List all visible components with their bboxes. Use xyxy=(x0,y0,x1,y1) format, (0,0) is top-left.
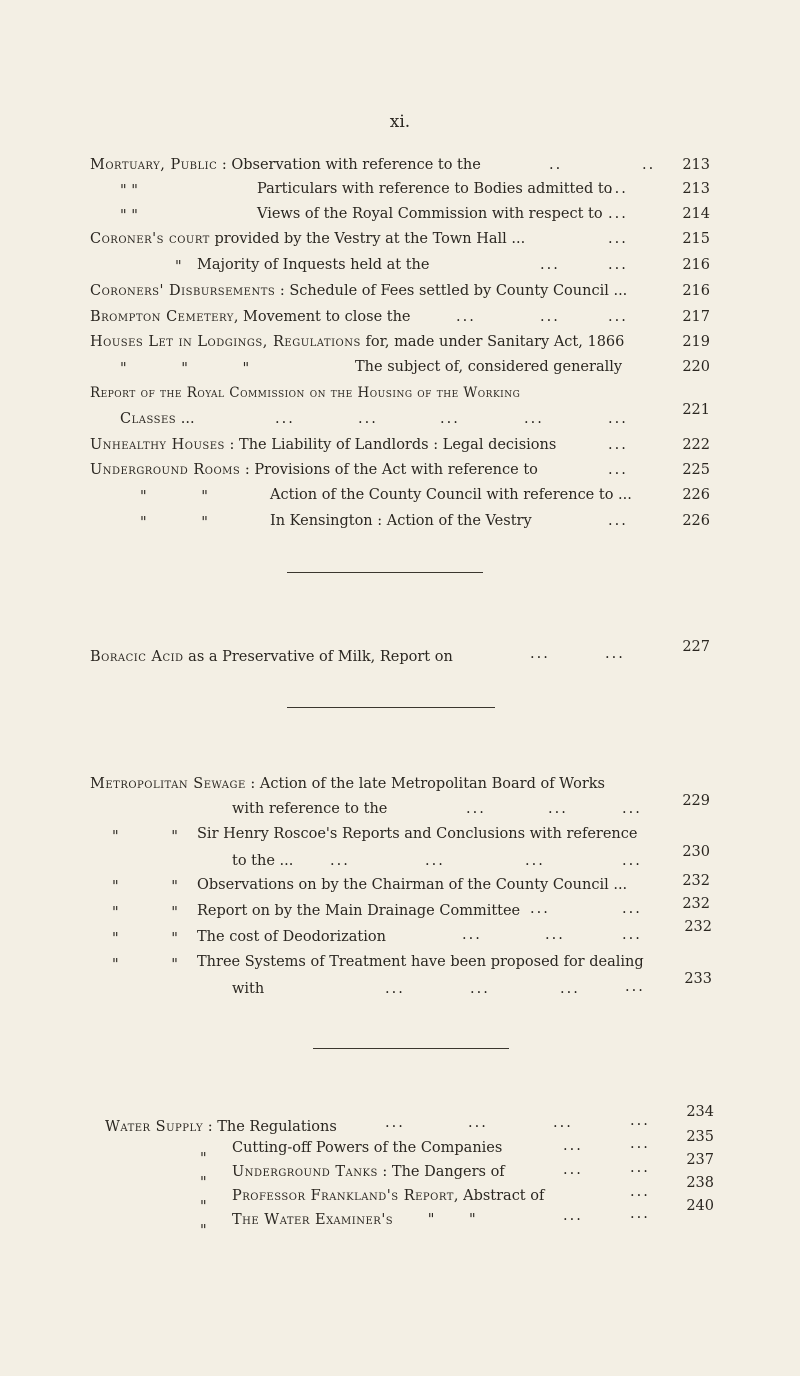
leader-dots: ... xyxy=(563,1138,583,1154)
leader-dots: ... xyxy=(608,309,628,325)
index-entry: Metropolitan Sewage : Action of the late Metropolitan Board of Works xyxy=(90,776,605,792)
ditto-mark: " xyxy=(200,1223,207,1239)
leader-dots: ... xyxy=(525,853,545,869)
leader-dots: ... xyxy=(630,1206,650,1222)
page-ref: 225 xyxy=(682,462,710,478)
page-ref: 234 xyxy=(686,1104,714,1120)
ditto-mark: " " xyxy=(112,829,178,845)
index-entry: Majority of Inquests held at the xyxy=(197,257,430,273)
leader-dots: ... xyxy=(622,801,642,817)
index-entry: Unhealthy Houses : The Liability of Landlords : Legal decisions xyxy=(90,437,557,453)
leader-dots: ... xyxy=(468,1115,488,1131)
leader-dots: ... xyxy=(548,801,568,817)
ditto-mark: " " xyxy=(112,957,178,973)
page-ref: 232 xyxy=(682,896,710,912)
page-ref: 226 xyxy=(682,487,710,503)
leader-dots: ... xyxy=(275,411,295,427)
leader-dots: ... xyxy=(608,257,628,273)
leader-dots: .. xyxy=(549,157,563,173)
leader-dots: ... xyxy=(608,411,628,427)
leader-dots: ... xyxy=(330,853,350,869)
page-ref: 229 xyxy=(682,793,710,809)
index-entry: Coroners' Disbursements : Schedule of Fees settled by County Council ... xyxy=(90,283,628,299)
index-entry: Coroner's court provided by the Vestry at the Town Hall ... xyxy=(90,231,526,247)
ditto-mark: " " xyxy=(120,183,138,199)
leader-dots: ... xyxy=(605,646,625,662)
leader-dots: ... xyxy=(524,411,544,427)
leader-dots: ... xyxy=(625,979,645,995)
page-number: xi. xyxy=(389,112,411,132)
index-entry: Cutting-off Powers of the Companies xyxy=(232,1140,503,1156)
ditto-mark: " " xyxy=(140,489,208,505)
index-entry: Observations on by the Chairman of the County Council ... xyxy=(197,877,628,893)
page-ref: 221 xyxy=(682,402,710,418)
page-ref: 233 xyxy=(684,971,712,987)
index-entry: Classes ... xyxy=(120,411,195,427)
index-entry: The subject of, considered generally xyxy=(355,359,623,375)
leader-dots: ... xyxy=(630,1184,650,1200)
section-divider xyxy=(287,707,495,708)
leader-dots: ... xyxy=(530,901,550,917)
leader-dots: ... xyxy=(440,411,460,427)
ditto-mark: " " xyxy=(112,879,178,895)
index-entry: Professor Frankland's Report, Abstract of xyxy=(232,1188,545,1204)
page-ref: 216 xyxy=(682,257,710,273)
leader-dots: ... xyxy=(560,981,580,997)
ditto-mark: " " xyxy=(140,515,208,531)
page-ref: 214 xyxy=(682,206,710,222)
page-ref: 226 xyxy=(682,513,710,529)
page-ref: 222 xyxy=(682,437,710,453)
index-entry: Underground Tanks : The Dangers of xyxy=(232,1164,505,1180)
page-ref: 213 xyxy=(682,181,710,197)
index-entry: Houses Let in Lodgings, Regulations for, made under Sanitary Act, 1866 xyxy=(90,334,625,350)
index-entry: Particulars with reference to Bodies admitted to xyxy=(257,181,613,197)
ditto-mark: " " " xyxy=(120,361,250,377)
leader-dots: ... xyxy=(540,309,560,325)
index-entry: Views of the Royal Commission with respect to xyxy=(257,206,603,222)
page-ref: 219 xyxy=(682,334,710,350)
index-entry: with xyxy=(232,981,265,997)
index-entry: Water Supply : The Regulations xyxy=(105,1119,337,1135)
leader-dots: .. xyxy=(642,157,656,173)
page-ref: 227 xyxy=(682,639,710,655)
page-ref: 238 xyxy=(686,1175,714,1191)
leader-dots: ... xyxy=(470,981,490,997)
index-entry: Action of the County Council with reference to ... xyxy=(270,487,632,503)
ditto-mark: " xyxy=(200,1199,207,1215)
page-ref: 232 xyxy=(684,919,712,935)
leader-dots: ... xyxy=(630,1136,650,1152)
ditto-mark: " xyxy=(175,259,182,275)
ditto-mark: " " xyxy=(112,905,178,921)
index-entry: The cost of Deodorization xyxy=(197,929,386,945)
leader-dots: ... xyxy=(622,927,642,943)
index-entry: to the ... xyxy=(232,853,294,869)
page-ref: 215 xyxy=(682,231,710,247)
index-entry: with reference to the xyxy=(232,801,388,817)
page-ref: 216 xyxy=(682,283,710,299)
index-entry: Sir Henry Roscoe's Reports and Conclusions with reference xyxy=(197,826,638,842)
index-entry: Report of the Royal Commission on the Housing of the Working xyxy=(90,385,521,401)
page-ref: 213 xyxy=(682,157,710,173)
leader-dots: ... xyxy=(563,1162,583,1178)
leader-dots: ... xyxy=(545,927,565,943)
leader-dots: ... xyxy=(385,1115,405,1131)
section-divider xyxy=(313,1048,509,1049)
leader-dots: ... xyxy=(608,513,628,529)
leader-dots: ... xyxy=(425,853,445,869)
ditto-mark: " xyxy=(200,1175,207,1191)
leader-dots: ... xyxy=(553,1115,573,1131)
page-ref: 217 xyxy=(682,309,710,325)
section-divider xyxy=(287,572,483,573)
index-entry: Report on by the Main Drainage Committee xyxy=(197,903,521,919)
leader-dots: ... xyxy=(608,462,628,478)
ditto-mark: " xyxy=(200,1151,207,1167)
page-ref: 237 xyxy=(686,1152,714,1168)
leader-dots: ... xyxy=(622,901,642,917)
index-entry: Underground Rooms : Provisions of the Act with reference to xyxy=(90,462,538,478)
leader-dots: ... xyxy=(630,1160,650,1176)
leader-dots: ... xyxy=(622,853,642,869)
leader-dots: ... xyxy=(608,206,628,222)
index-entry: Brompton Cemetery, Movement to close the xyxy=(90,309,411,325)
page-ref: 240 xyxy=(686,1198,714,1214)
leader-dots: ... xyxy=(385,981,405,997)
index-entry: In Kensington : Action of the Vestry xyxy=(270,513,532,529)
index-entry: Boracic Acid as a Preservative of Milk, Report on xyxy=(90,649,453,665)
page-ref: 220 xyxy=(682,359,710,375)
leader-dots: ... xyxy=(608,181,628,197)
leader-dots: ... xyxy=(540,257,560,273)
leader-dots: ... xyxy=(462,927,482,943)
leader-dots: ... xyxy=(608,437,628,453)
leader-dots: ... xyxy=(456,309,476,325)
leader-dots: ... xyxy=(530,646,550,662)
page-ref: 232 xyxy=(682,873,710,889)
index-entry: The Water Examiner's " " xyxy=(232,1212,476,1228)
leader-dots: ... xyxy=(466,801,486,817)
index-entry: Three Systems of Treatment have been proposed for dealing xyxy=(197,954,644,970)
ditto-mark: " " xyxy=(120,208,138,224)
ditto-mark: " " xyxy=(112,931,178,947)
leader-dots: ... xyxy=(630,1113,650,1129)
page-ref: 235 xyxy=(686,1129,714,1145)
leader-dots: ... xyxy=(563,1208,583,1224)
index-entry: Mortuary, Public : Observation with reference to the xyxy=(90,157,481,173)
page-ref: 230 xyxy=(682,844,710,860)
leader-dots: ... xyxy=(358,411,378,427)
leader-dots: ... xyxy=(608,231,628,247)
